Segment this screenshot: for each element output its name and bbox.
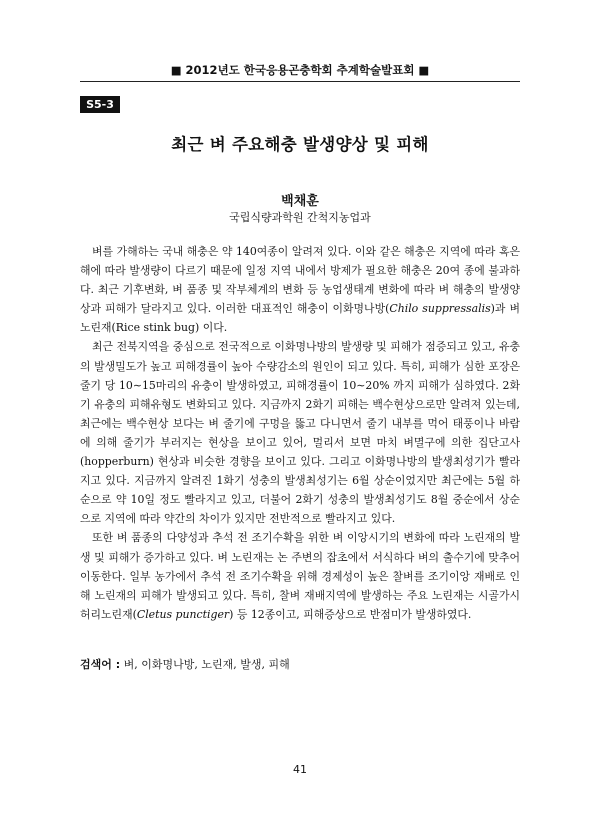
page-number: 41 — [293, 763, 307, 776]
paragraph-text: )과 벼 노린재(Rice stink bug) 이다. — [80, 302, 520, 335]
paragraph — [80, 337, 520, 528]
author-affiliation: 국립식량과학원 간척지농업과 — [229, 211, 371, 224]
author-name: 백채훈 — [281, 194, 319, 209]
keywords-label: 검색어 : — [80, 658, 121, 671]
paragraph-text: ) 등 12종이고, 피해증상으로 반점미가 발생하였다. — [229, 607, 472, 621]
running-header: ■ 2012년도 한국응용곤충학회 추계학술발표회 ■ — [170, 63, 430, 77]
paragraph-text: 또한 벼 품종의 다양성과 추석 전 조기수확을 위한 벼 이앙시기의 변화에 따라 노린재의 발생 및 피해가 증가하고 있다. 벼 노린재는 논 주변의 잡초에서 서식하다 벼의 출수기에 맞추어 이동한다. 일부 농가에서 추석 전 조기수확을 위해 경제성이 높은 찰벼를 조기이앙 재배로 인해 노린재의 피해가 발생되고 있다. 특히, 찰벼 재배지역에 발생하는 주요 노린재는 시골가시허리노린재( — [80, 531, 520, 621]
keywords-line — [80, 656, 520, 672]
paragraph — [80, 528, 520, 623]
keywords-value: 벼, 이화명나방, 노린재, 발생, 피해 — [120, 658, 290, 671]
paragraph — [80, 242, 520, 337]
species-name: Cletus punctiger — [136, 607, 230, 621]
paper-title: 최근 벼 주요해충 발생양상 및 피해 — [171, 135, 429, 154]
species-name: Chilo suppressalis — [389, 302, 491, 316]
paragraph-text: 벼를 가해하는 국내 해충은 약 140여종이 알려져 있다. 이와 같은 해충은 지역에 따라 혹은 해에 따라 발생량이 다르기 때문에 일정 지역 내에서 방제가 필요한 해충은 20여 종에 불과하다. 최근 기후변화, 벼 품종 및 작부체계의 변화 등 농업생태계 변화에 따라 벼 해충의 발생양상과 피해가 달라지고 있다. 이러한 대표적인 해충이 이화명나방( — [80, 245, 520, 316]
paragraph-text: 최근 전북지역을 중심으로 전국적으로 이화명나방의 발생량 및 피해가 점증되고 있고, 유충의 발생밀도가 높고 피해경률이 높아 수량감소의 원인이 되고 있다. 특히, 피해가 심한 포장은 줄기 당 10∼15마리의 유충이 발생하였고, 피해경률이 10∼20% 까지 피해가 심하였다. 2화기 유충의 피해유형도 변화되고 있다. 지금까지 2화기 피해는 백수현상으로만 알려져 있는데, 최근에는 백수현상 보다는 벼 줄기에 구멍을 뚫고 다니면서 줄기 내부를 먹어 태풍이나 바람에 의해 줄기가 부러지는 현상을 보이고 있어, 멀리서 보면 마치 벼멸구에 의한 집단고사(hopperburn) 현상과 비슷한 경향을 보이고 있다. 그리고 이화명나방의 발생최성기가 빨라지고 있다. 지금까지 알려진 1화기 성충의 발생최성기는 6월 상순이었지만 최근에는 5월 하순으로 약 10일 정도 빨라지고 있고, 더불어 2화기 성충의 발생최성기도 8월 중순에서 상순으로 지역에 따라 약간의 차이가 있지만 전반적으로 빨라지고 있다. — [80, 340, 520, 526]
header-rule — [80, 81, 520, 82]
session-badge: S5-3 — [80, 96, 120, 113]
abstract-body — [80, 242, 520, 624]
